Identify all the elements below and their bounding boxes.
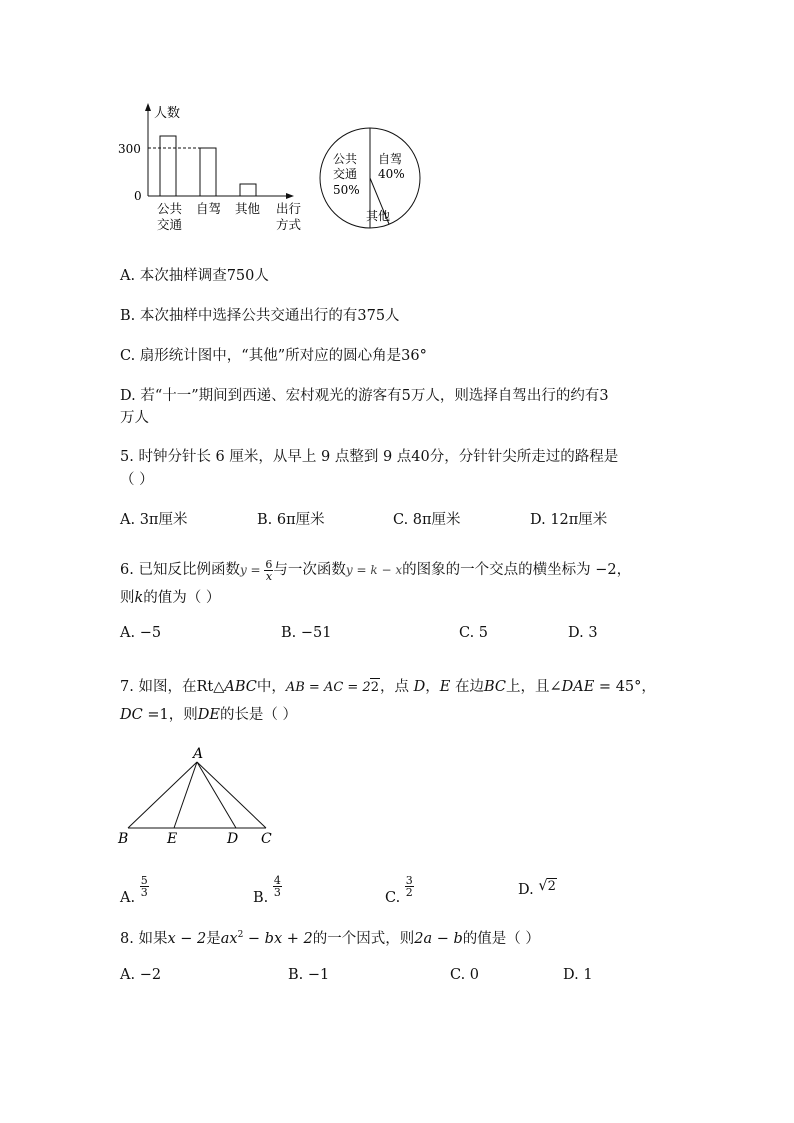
q5-option-d: D. 12π厘米: [530, 512, 608, 528]
q7-text-6: 上，且∠: [505, 679, 562, 695]
q7-text-9: 的长是（ ）: [219, 707, 298, 723]
pie-public-pct: 50%: [333, 183, 360, 197]
q6-text-3: 的图象的一个交点的横坐标为 −2，: [402, 562, 632, 578]
q7-option-c: [385, 875, 414, 906]
point-e-label: E: [167, 831, 178, 847]
q7-stem-line1: [120, 675, 656, 696]
q8-stem: [120, 927, 540, 948]
bar-chart-x-arrow: [286, 193, 294, 199]
pie-public-line2: 交通: [333, 167, 358, 181]
q4-option-d-line2: 万人: [120, 410, 149, 426]
q7-option-b: [253, 875, 282, 906]
q7-text-8: =1，则: [142, 707, 198, 723]
q6-stem-line2: [120, 586, 220, 607]
triangle-figure: [112, 742, 282, 848]
q7-point-d: D: [413, 679, 426, 695]
q5-stem-line1: 5. 时钟分针长 6 厘米，从早上 9 点整到 9 点40分，分针针尖所走过的路程是: [120, 449, 619, 465]
q6-k: k: [134, 590, 144, 606]
q6-option-d: D. 3: [568, 625, 598, 641]
bar-cat-3-line1: 其他: [235, 201, 261, 216]
q7-stem-line2: [120, 703, 297, 724]
pie-selfdrive-pct: 40%: [378, 167, 405, 181]
bar-x-title-line2: 方式: [276, 217, 302, 232]
q7-opt-c-prefix: C.: [385, 890, 401, 906]
q7-text-7: = 45°，: [594, 679, 656, 695]
q6-text-4: 则: [120, 590, 135, 606]
q8-poly-sup: 2: [237, 930, 244, 941]
q7-sqrt2: [370, 678, 380, 695]
q7-text-4: ，: [425, 679, 440, 695]
q7-text-1: 7. 如图，在Rt△: [120, 679, 225, 695]
q6-stem-line1: [120, 558, 631, 582]
q6-frac-den: x: [265, 569, 273, 583]
q7-opt-b-fraction: [273, 875, 282, 898]
q7-dc: DC: [120, 707, 143, 723]
q6-option-b: B. −51: [281, 625, 332, 641]
q7-opt-c-den: 2: [405, 886, 413, 899]
q7-option-d: [518, 878, 557, 898]
q7-opt-c-fraction: [405, 875, 414, 898]
q7-opt-a-prefix: A.: [120, 890, 136, 906]
q6-option-a: A. −5: [120, 625, 162, 641]
q5-option-b: B. 6π厘米: [257, 512, 325, 528]
q6-text-5: 的值为（ ）: [143, 590, 221, 606]
q7-de: DE: [197, 707, 220, 723]
bar-chart-y-arrow: [145, 103, 151, 111]
q7-sqrt-val: 2: [370, 680, 379, 695]
segment-ad: [197, 762, 236, 828]
q7-option-a: [120, 875, 149, 906]
q8-text-2: 是: [206, 931, 221, 947]
pie-chart: [318, 126, 424, 234]
bar-cat-2-line1: 自驾: [196, 201, 222, 216]
q8-text-1: 8. 如果: [120, 931, 168, 947]
bar-chart-y-title: 人数: [154, 106, 181, 121]
bar-cat-1-line1: 公共: [157, 201, 183, 216]
q7-opt-b-prefix: B.: [253, 890, 269, 906]
q6-text-2: 与一次函数: [273, 562, 346, 578]
q7-opt-d-prefix: D.: [518, 882, 534, 898]
q6-formula-y: y =: [239, 563, 265, 577]
q8-poly-a: ax: [220, 931, 238, 947]
q8-factor: x − 2: [167, 931, 207, 947]
q5-stem-line2: （ ）: [120, 472, 154, 488]
triangle-side-ac: [197, 762, 266, 828]
q7-opt-a-den: 3: [140, 886, 148, 899]
q8-option-c: C. 0: [450, 967, 480, 983]
bar-public-transport: [160, 136, 176, 196]
q7-opt-d-sqrt: 2: [547, 879, 556, 894]
q4-option-b: B. 本次抽样中选择公共交通出行的有375人: [120, 308, 400, 324]
triangle-side-ab: [128, 762, 197, 828]
q8-poly-b: − bx + 2: [243, 931, 313, 947]
q7-opt-b-den: 3: [273, 886, 281, 899]
pie-other-label: 其他: [366, 209, 391, 223]
q4-option-a: A. 本次抽样调查750人: [120, 268, 269, 284]
pie-selfdrive-line1: 自驾: [378, 152, 403, 166]
q7-point-e: E: [439, 679, 451, 695]
bar-chart-ytick-300: 300: [118, 142, 141, 156]
vertex-c-label: C: [261, 831, 272, 847]
q7-opt-a-fraction: [140, 875, 149, 898]
q8-option-b: B. −1: [288, 967, 330, 983]
bar-chart-ytick-0: 0: [134, 189, 142, 203]
q8-text-3: 的一个因式，则: [312, 931, 415, 947]
q7-equation: AB = AC = 2: [285, 680, 371, 695]
q8-text-4: 的值是（ ）: [462, 931, 540, 947]
q7-text-5: 在边: [450, 679, 484, 695]
q7-abc: ABC: [224, 679, 257, 695]
bar-cat-1-line2: 交通: [157, 217, 183, 232]
q8-option-d: D. 1: [563, 967, 593, 983]
bar-self-drive: [200, 148, 216, 196]
q5-option-a: A. 3π厘米: [120, 512, 188, 528]
q7-opt-b-num: 4: [273, 874, 281, 887]
q6-frac-num: 6: [265, 557, 273, 571]
q7-opt-a-num: 5: [140, 874, 148, 887]
q7-text-3: ，点: [380, 679, 414, 695]
q7-bc: BC: [483, 679, 506, 695]
q6-formula-linear: y = k − x: [345, 563, 403, 577]
bar-chart: [110, 95, 320, 240]
pie-public-line1: 公共: [333, 152, 358, 166]
q6-text-1: 6. 已知反比例函数: [120, 562, 240, 578]
q8-option-a: A. −2: [120, 967, 162, 983]
q7-opt-c-num: 3: [405, 874, 413, 887]
bar-other: [240, 184, 256, 196]
bar-x-title-line1: 出行: [276, 201, 302, 216]
q7-opt-d-radical: √2: [538, 878, 556, 894]
vertex-b-label: B: [118, 831, 129, 847]
q8-expr: 2a − b: [414, 931, 463, 947]
q5-option-c: C. 8π厘米: [393, 512, 461, 528]
q4-option-c: C. 扇形统计图中，“其他”所对应的圆心角是36°: [120, 348, 427, 364]
q4-option-d-line1: D. 若“十一”期间到西递、宏村观光的游客有5万人，则选择自驾出行的约有3: [120, 388, 609, 404]
segment-ae: [174, 762, 197, 828]
vertex-a-label: A: [193, 746, 204, 762]
q6-option-c: C. 5: [459, 625, 489, 641]
point-d-label: D: [227, 831, 239, 847]
q7-dae: DAE: [561, 679, 595, 695]
q7-text-2: 中，: [256, 679, 286, 695]
